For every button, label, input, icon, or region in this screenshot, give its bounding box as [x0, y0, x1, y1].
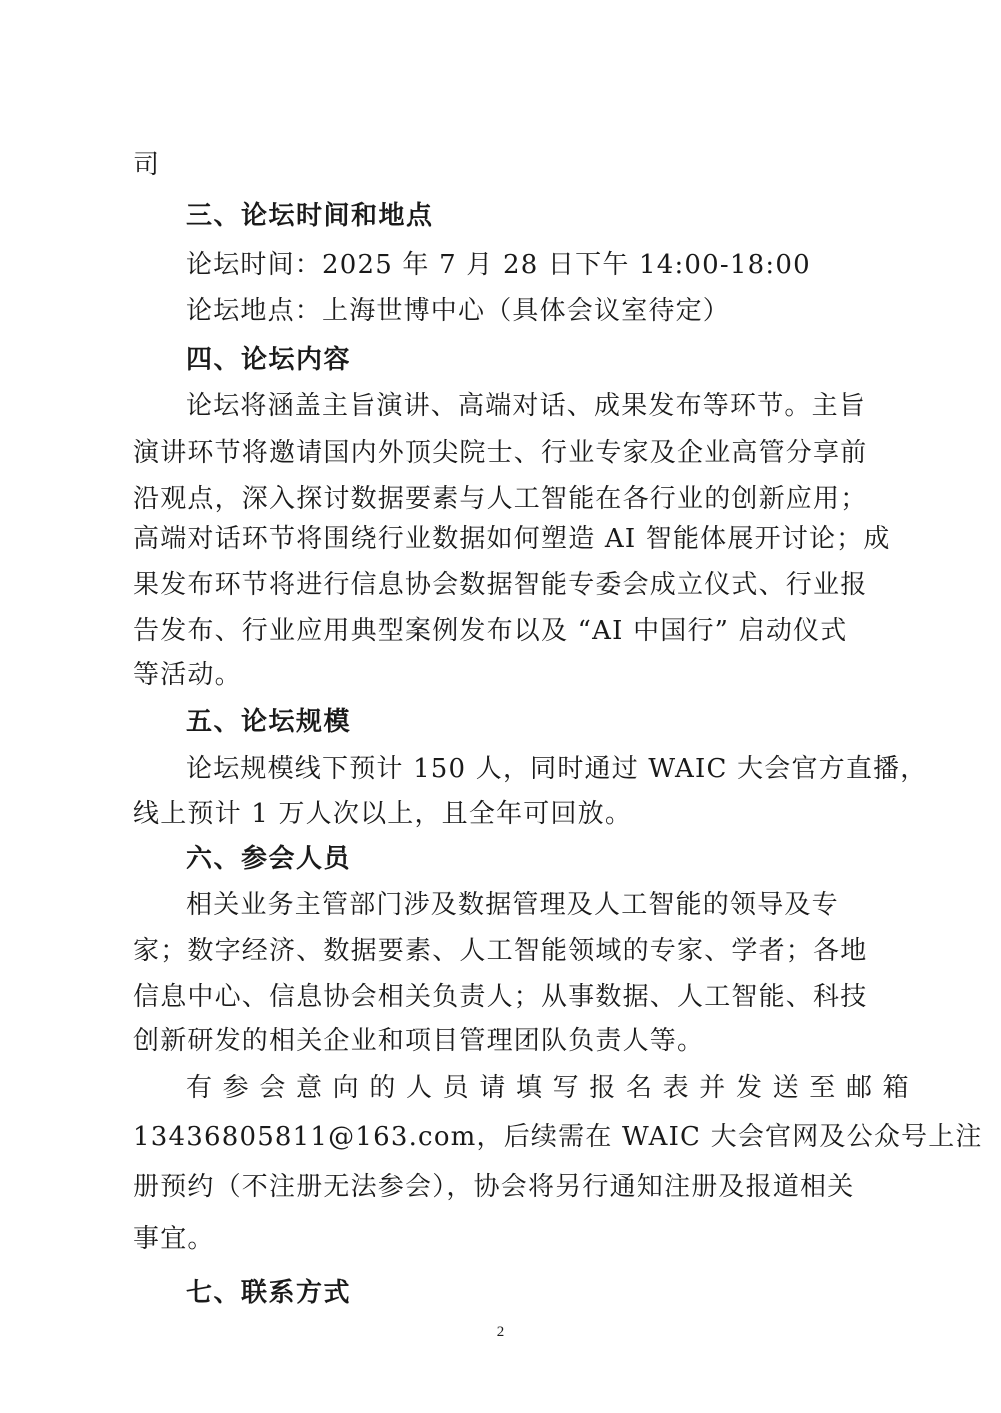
registration-line: 事宜。 — [133, 1224, 215, 1254]
content-line: 等活动。 — [133, 660, 242, 690]
participants-line: 创新研发的相关企业和项目管理团队负责人等。 — [133, 1026, 705, 1056]
section-5-heading: 五、论坛规模 — [186, 707, 352, 737]
content-line: 高端对话环节将围绕行业数据如何塑造 AI 智能体展开讨论；成 — [133, 524, 891, 554]
section-7-heading: 七、联系方式 — [186, 1278, 352, 1308]
content-line: 沿观点，深入探讨数据要素与人工智能在各行业的创新应用； — [133, 484, 868, 514]
section-6-heading: 六、参会人员 — [186, 844, 352, 874]
scale-line: 线上预计 1 万人次以上，且全年可回放。 — [133, 799, 633, 829]
content-line: 果发布环节将进行信息协会数据智能专委会成立仪式、行业报 — [133, 570, 868, 600]
participants-line: 信息中心、信息协会相关负责人；从事数据、人工智能、科技 — [133, 982, 868, 1012]
content-line: 论坛将涵盖主旨演讲、高端对话、成果发布等环节。主旨 — [186, 391, 867, 421]
content-line: 演讲环节将邀请国内外顶尖院士、行业专家及企业高管分享前 — [133, 438, 868, 468]
forum-time: 论坛时间：2025 年 7 月 28 日下午 14:00-18:00 — [186, 250, 811, 280]
section-3-heading: 三、论坛时间和地点 — [186, 201, 434, 231]
registration-line: 13436805811@163.com，后续需在 WAIC 大会官网及公众号上注 — [133, 1122, 983, 1152]
participants-line: 相关业务主管部门涉及数据管理及人工智能的领导及专 — [186, 890, 839, 920]
registration-line: 册预约（不注册无法参会），协会将另行通知注册及报道相关 — [133, 1172, 855, 1202]
registration-line: 有 参 会 意 向 的 人 员 请 填 写 报 名 表 并 发 送 至 邮 箱 — [186, 1073, 910, 1103]
carryover-text: 司 — [133, 150, 161, 180]
participants-line: 家；数字经济、数据要素、人工智能领域的专家、学者；各地 — [133, 936, 868, 966]
page-number: 2 — [496, 1324, 505, 1340]
content-line: 告发布、行业应用典型案例发布以及 “AI 中国行” 启动仪式 — [133, 616, 848, 646]
forum-location: 论坛地点：上海世博中心（具体会议室待定） — [186, 296, 731, 326]
section-4-heading: 四、论坛内容 — [186, 345, 352, 375]
scale-line: 论坛规模线下预计 150 人，同时通过 WAIC 大会官方直播， — [186, 754, 928, 784]
